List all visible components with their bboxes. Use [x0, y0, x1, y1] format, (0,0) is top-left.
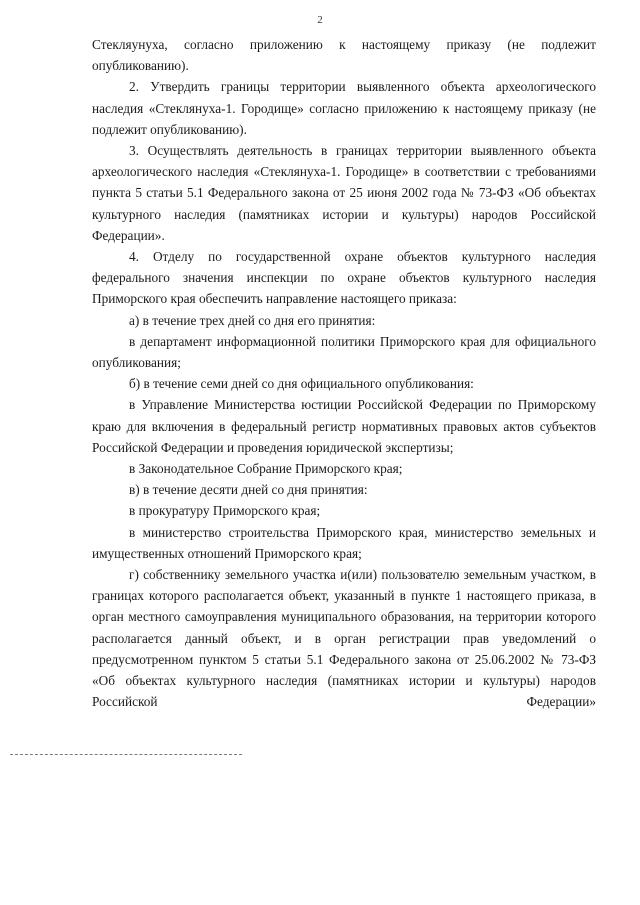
paragraph-recipient-dept-info-policy: в департамент информационной политики Приморского края для официального опубликования; [92, 333, 596, 371]
paragraph-subitem-a: а) в течение трех дней со дня его принятия: [129, 312, 376, 328]
paragraph-item-2: 2. Утвердить границы территории выявленного объекта археологического наследия «Стеклянуха-1. Городище» согласно приложению к настоящему приказу (не подлежит опубликованию). [92, 79, 596, 137]
paragraph-subitem-b: б) в течение семи дней со дня официального опубликования: [129, 376, 474, 392]
paragraph-recipient-legislative-assembly: в Законодательное Собрание Приморского края; [129, 461, 403, 477]
page-number: 2 [317, 14, 323, 26]
paragraph-recipient-prosecutor: в прокуратуру Приморского края; [129, 503, 321, 519]
paragraph-item-4: 4. Отделу по государственной охране объектов культурного наследия федерального значения инспекции по охране объектов культурного наследия Приморского края обеспечить направление настоящего приказа: [92, 249, 596, 307]
footnote-separator [10, 754, 242, 755]
paragraph-continuation: Стекляунуха, согласно приложению к настоящему приказу (не подлежит опубликованию). [92, 37, 596, 74]
paragraph-recipient-ministry-justice: в Управление Министерства юстиции Российской Федерации по Приморскому краю для включения в федеральный регистр нормативных правовых актов субъектов Российской Федерации и проведения юридической экспертизы; [92, 397, 596, 455]
paragraph-subitem-v: в) в течение десяти дней со дня принятия: [129, 482, 368, 498]
paragraph-item-3: 3. Осуществлять деятельность в границах территории выявленного объекта археологического наследия «Стеклянуха-1. Городище» в соответствии с требованиями пункта 5 статьи 5.1 Федерального закона от 25 июня 2002 года № 73-ФЗ «Об объектах культурного наследия (памятниках истории и культуры) народов Российской Федерации». [92, 143, 596, 243]
paragraph-recipient-ministries: в министерство строительства Приморского края, министерство земельных и имущественных отношений Приморского края; [92, 524, 596, 561]
document-body [92, 34, 596, 713]
paragraph-subitem-g: г) собственнику земельного участка и(или) пользователю земельным участком, в границах которого располагается объект, указанный в пункте 1 настоящего приказа, в орган местного самоуправления муниципального образования, на территории которого располагается данный объект, и в орган регистрации прав уведомлений о предусмотренном пунктом 5 статьи 5.1 Федерального закона от 25.06.2002 № 73-ФЗ «Об объектах культурного наследия (памятниках истории и культуры) народов Российской Федерации» [92, 567, 596, 710]
